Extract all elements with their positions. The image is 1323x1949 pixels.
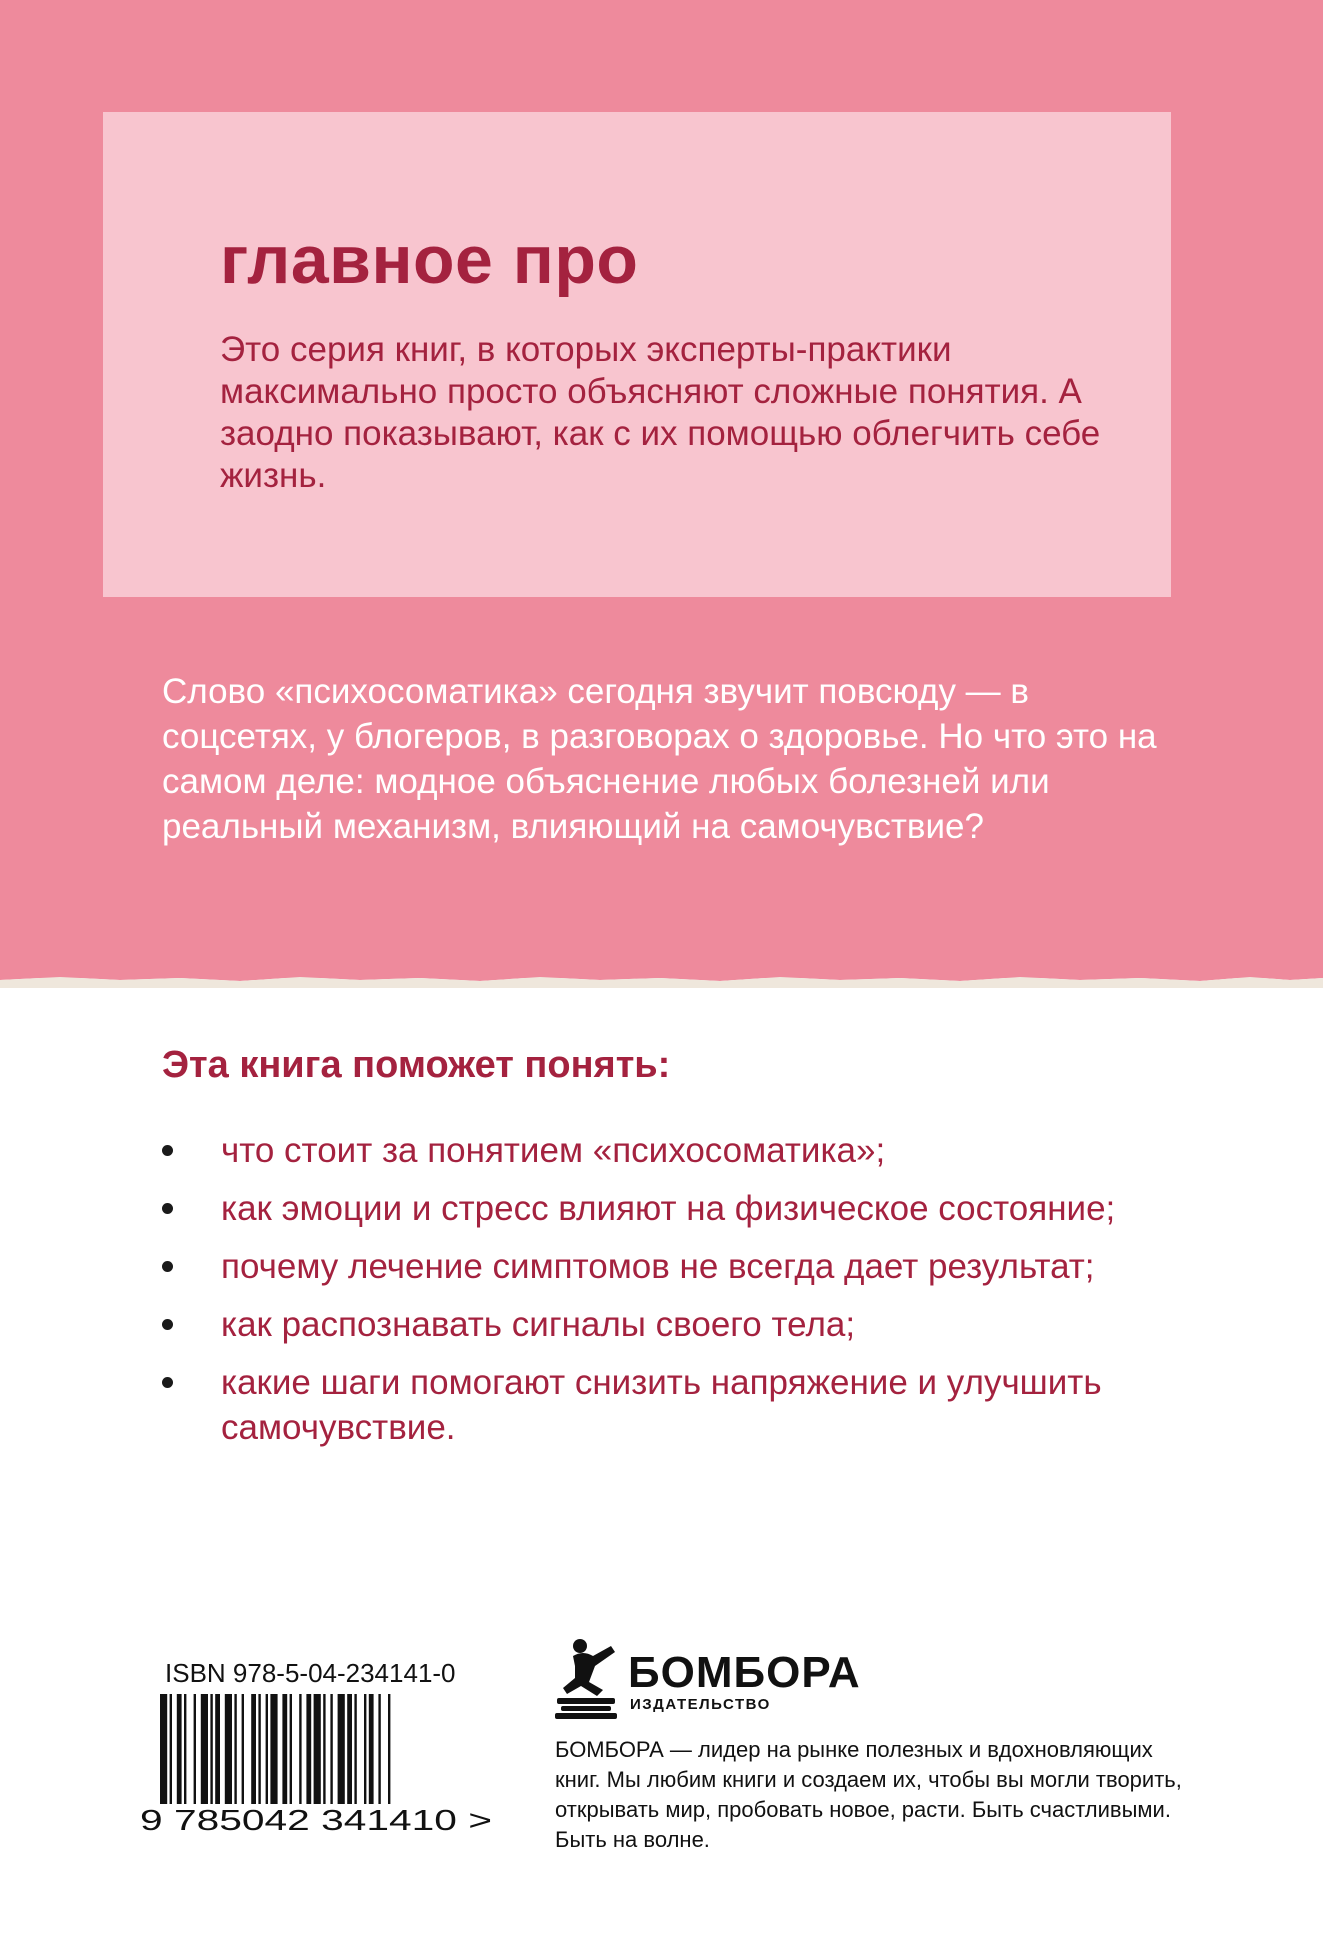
barcode-bar xyxy=(299,1694,301,1804)
torn-paper-edge xyxy=(0,966,1323,988)
benefit-text: почему лечение симптомов не всегда дает результат; xyxy=(221,1247,1095,1286)
bullet-icon xyxy=(162,1261,173,1272)
isbn-label: ISBN 978-5-04-234141-0 xyxy=(165,1658,456,1688)
barcode-bar xyxy=(314,1694,321,1804)
barcode-bar xyxy=(215,1694,220,1804)
series-description: Это серия книг, в которых эксперты-практики максимально просто объясняют сложные понятия. А заодно показывают, как с их помощью облегчить себе жизнь. xyxy=(220,330,1101,495)
publisher-logo-name: БОМБОРА xyxy=(628,1648,861,1697)
barcode-bar xyxy=(266,1694,268,1804)
barcode-bar xyxy=(270,1694,277,1804)
barcode-bar xyxy=(201,1694,208,1804)
benefits-heading: Эта книга поможет понять: xyxy=(162,1044,671,1086)
barcode-bar xyxy=(338,1694,345,1804)
benefit-item xyxy=(162,1128,1242,1173)
barcode-bar xyxy=(354,1694,356,1804)
barcode-bar xyxy=(194,1694,196,1804)
bullet-icon xyxy=(162,1145,173,1156)
benefit-item xyxy=(162,1244,1242,1289)
barcode-bar xyxy=(225,1694,232,1804)
barcode-bar xyxy=(369,1694,374,1804)
barcode-bar xyxy=(258,1694,260,1804)
barcode-bar xyxy=(388,1694,390,1804)
barcode-bar xyxy=(242,1694,244,1804)
publisher-description: БОМБОРА — лидер на рынке полезных и вдохновляющих книг. Мы любим книги и создаем их, чтобы вы могли творить, открывать мир, пробовать новое, расти. Быть счастливыми. Быть на волне. xyxy=(555,1737,1182,1852)
bullet-icon xyxy=(162,1377,173,1388)
barcode-bar xyxy=(177,1694,182,1804)
publisher-logo-subtitle: ИЗДАТЕЛЬСТВО xyxy=(630,1696,771,1713)
benefit-text: как распознавать сигналы своего тела; xyxy=(221,1305,856,1344)
benefit-item xyxy=(162,1360,1242,1450)
barcode-bar xyxy=(330,1694,332,1804)
barcode-bar xyxy=(323,1694,325,1804)
barcode-bar xyxy=(160,1694,167,1804)
bullet-icon xyxy=(162,1319,173,1330)
barcode-bar xyxy=(210,1694,212,1804)
bombora-logo-icon xyxy=(553,1638,619,1720)
benefit-text: как эмоции и стресс влияют на физическое состояние; xyxy=(221,1189,1116,1228)
isbn-barcode xyxy=(160,1694,465,1804)
benefit-text: какие шаги помогают снизить напряжение и улучшить самочувствие. xyxy=(221,1363,1102,1447)
barcode-bar xyxy=(364,1694,366,1804)
benefit-item xyxy=(162,1186,1242,1231)
barcode-bar xyxy=(282,1694,287,1804)
barcode-bar xyxy=(290,1694,292,1804)
barcode-bar xyxy=(251,1694,256,1804)
series-title: главное про xyxy=(220,222,639,298)
barcode-bar xyxy=(347,1694,352,1804)
barcode-digits-text: 9 785042 341410 > xyxy=(140,1805,492,1836)
barcode-bar xyxy=(378,1694,380,1804)
barcode-bar xyxy=(170,1694,172,1804)
intro-paragraph: Слово «психосоматика» сегодня звучит повсюду — в соцсетях, у блогеров, в разговорах о здоровье. Но что это на самом деле: модное объяснение любых болезней или реальный механизм, влияющий на самочувствие? xyxy=(162,672,1157,846)
bullet-icon xyxy=(162,1203,173,1214)
barcode-bar xyxy=(306,1694,311,1804)
benefit-item xyxy=(162,1302,1242,1347)
barcode-digits xyxy=(140,1800,500,1836)
barcode-bar xyxy=(234,1694,236,1804)
benefits-list xyxy=(162,1128,1242,1463)
benefit-text: что стоит за понятием «психосоматика»; xyxy=(221,1131,886,1170)
barcode-bar xyxy=(184,1694,186,1804)
